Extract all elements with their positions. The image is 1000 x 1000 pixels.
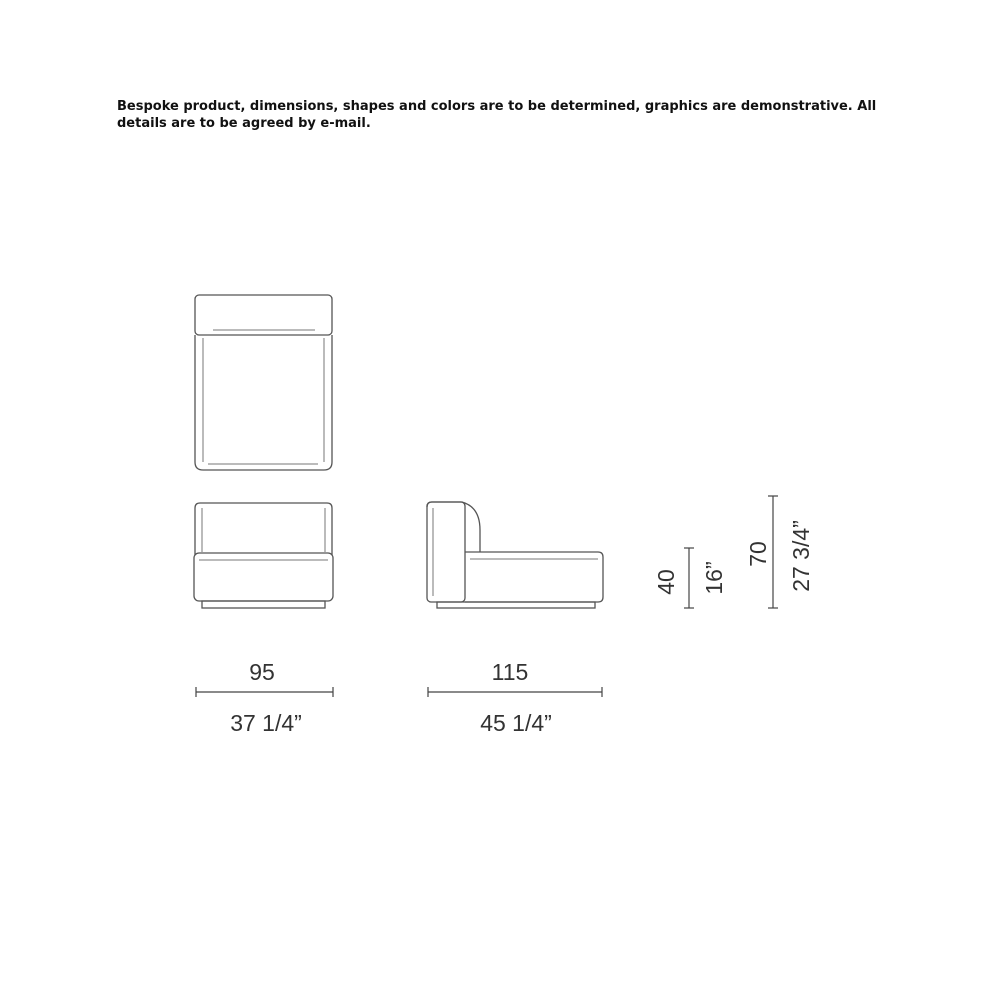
- side-view-backrest-outline: [427, 502, 480, 552]
- front-view: [194, 503, 333, 608]
- seat-height-cm-label: 40: [653, 569, 679, 595]
- total-height-dimension: [745, 496, 814, 608]
- front-view-backrest: [195, 503, 332, 555]
- total-height-in-label: 27 3/4”: [788, 520, 814, 592]
- width-in-label: 37 1/4”: [230, 710, 302, 736]
- seat-height-in-label: 16”: [701, 561, 727, 595]
- side-view-base: [437, 602, 595, 608]
- top-view-backrest: [195, 295, 332, 335]
- seat-height-dimension: [653, 548, 727, 608]
- side-view: [427, 502, 603, 608]
- front-view-base: [202, 601, 325, 608]
- depth-cm-label: 115: [491, 659, 529, 685]
- width-cm-label: 95: [249, 659, 275, 685]
- top-view-seat: [195, 335, 332, 470]
- depth-in-label: 45 1/4”: [480, 710, 552, 736]
- disclaimer-note: Bespoke product, dimensions, shapes and colors are to be determined, graphics are demonstrative. All details are to be agreed by e-mail.: [117, 99, 877, 131]
- top-view: [195, 295, 332, 470]
- width-dimension: [196, 659, 333, 736]
- total-height-cm-label: 70: [745, 541, 771, 567]
- depth-dimension: [428, 659, 602, 736]
